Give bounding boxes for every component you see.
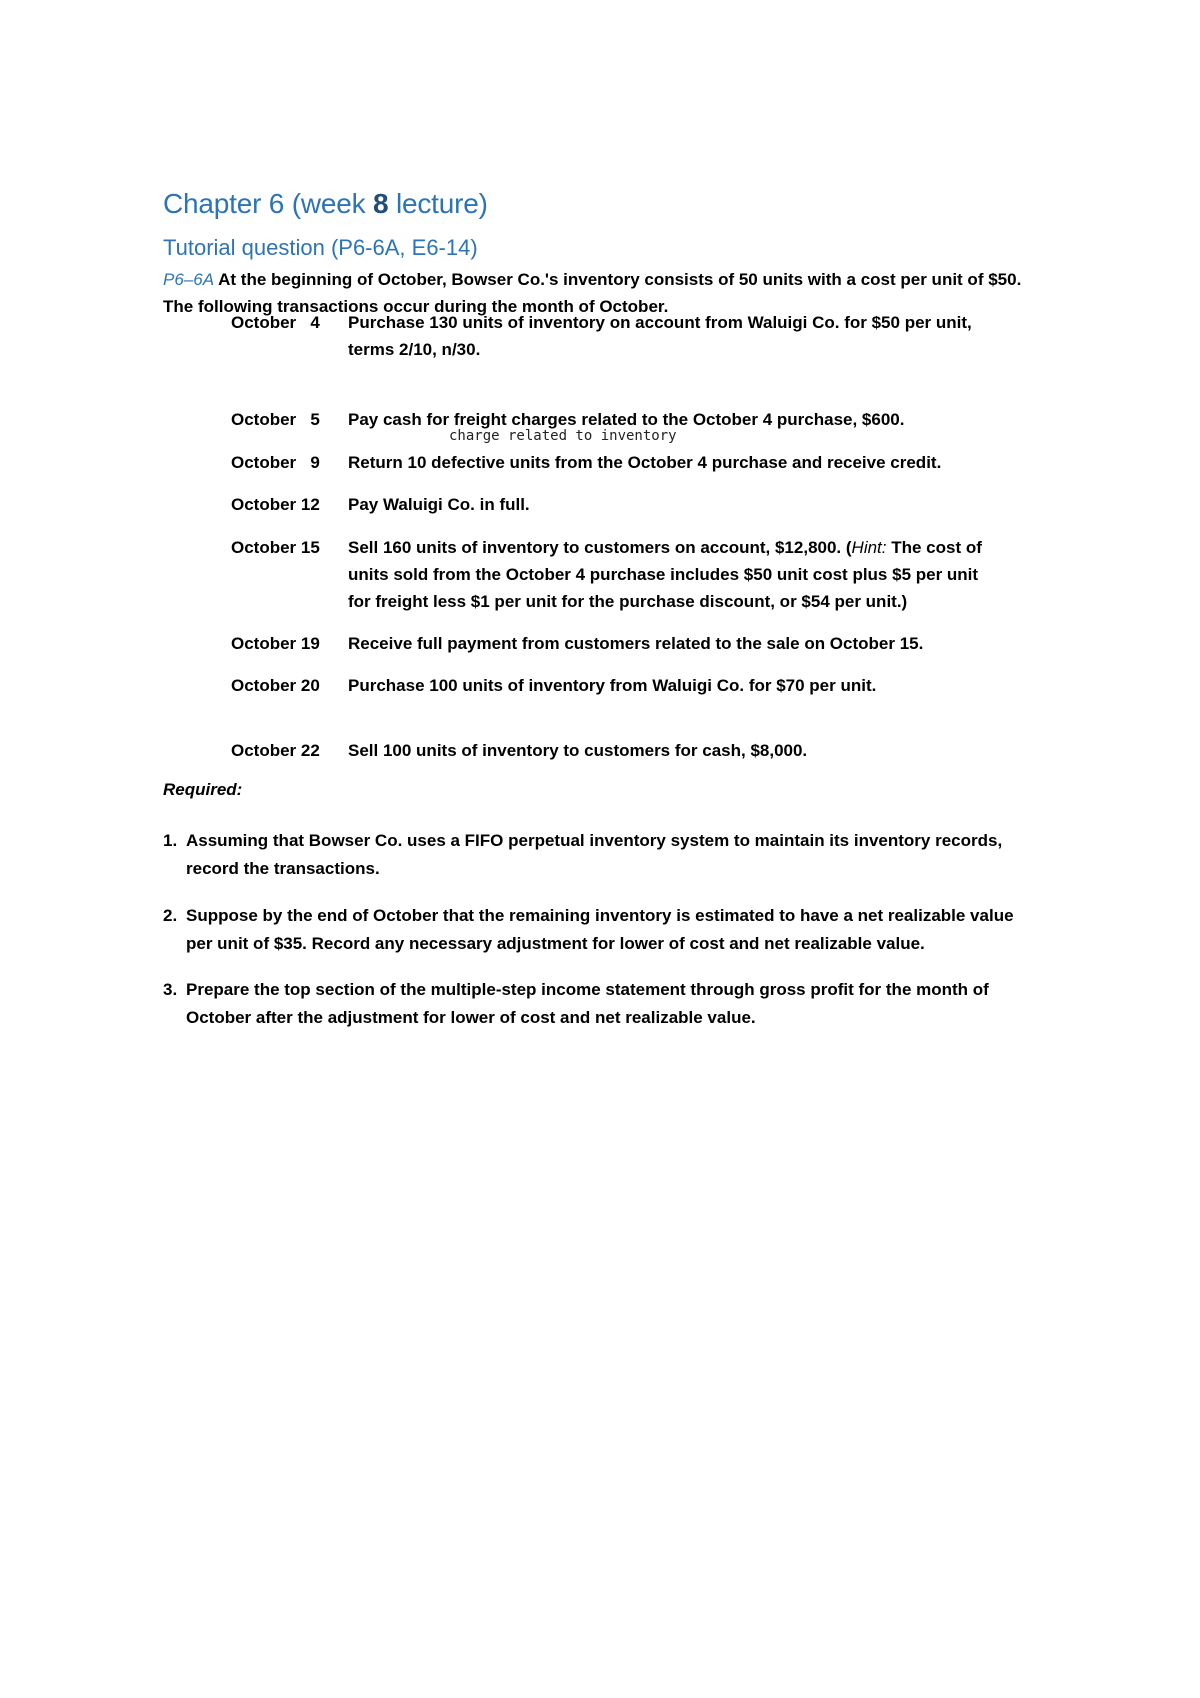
description-part: The cost of units sold from the October 4 purchase includes $50 unit cost plus $5 per unit for freight less $1 per unit for the purchase discount, or $54 per unit.) bbox=[348, 538, 982, 611]
title-suffix: lecture) bbox=[388, 188, 488, 219]
title-prefix: Chapter 6 (week bbox=[163, 188, 374, 219]
transaction-description: Pay Waluigi Co. in full. bbox=[348, 495, 530, 514]
transaction-description: Purchase 100 units of inventory from Waluigi Co. for $70 per unit. bbox=[348, 676, 877, 695]
transaction-date: October 12 bbox=[231, 495, 320, 514]
hint-label: Hint: bbox=[851, 538, 887, 557]
item-number: 1. bbox=[163, 831, 178, 850]
transaction-description: Return 10 defective units from the October 4 purchase and receive credit. bbox=[348, 453, 942, 472]
transaction-date: October 5 bbox=[231, 410, 320, 429]
required-heading: Required: bbox=[163, 780, 243, 799]
item-text: Prepare the top section of the multiple-step income statement through gross profit for the month of October after the adjustment for lower of cost and net realizable value. bbox=[186, 980, 989, 1027]
transaction-date: October 19 bbox=[231, 634, 320, 653]
intro-text: At the beginning of October, Bowser Co.'s inventory consists of 50 units with a cost per unit of $50. The following transactions occur during the month of October. bbox=[163, 270, 1022, 316]
tutorial-subtitle: Tutorial question (P6-6A, E6-14) bbox=[163, 235, 478, 260]
item-text: Suppose by the end of October that the remaining inventory is estimated to have a net realizable value per unit of $35. Record any necessary adjustment for lower of cost and net realizable value. bbox=[186, 906, 1014, 953]
item-number: 3. bbox=[163, 980, 178, 999]
handwritten-annotation: charge related to inventory bbox=[449, 428, 677, 444]
transaction-date: October 15 bbox=[231, 538, 320, 557]
transaction-description bbox=[348, 534, 988, 615]
transaction-date: October 20 bbox=[231, 676, 320, 695]
transaction-description: Receive full payment from customers related to the sale on October 15. bbox=[348, 634, 924, 653]
problem-reference: P6–6A bbox=[163, 270, 215, 289]
item-number: 2. bbox=[163, 906, 178, 925]
item-text: Assuming that Bowser Co. uses a FIFO perpetual inventory system to maintain its inventory records, record the transactions. bbox=[186, 831, 1003, 878]
transaction-date: October 9 bbox=[231, 453, 320, 472]
chapter-title bbox=[163, 188, 488, 220]
transaction-date: October 4 bbox=[231, 313, 320, 332]
description-part: Sell 160 units of inventory to customers on account, $12,800. ( bbox=[348, 538, 852, 557]
transaction-description: Sell 100 units of inventory to customers for cash, $8,000. bbox=[348, 741, 808, 760]
transaction-description: Purchase 130 units of inventory on account from Waluigi Co. for $50 per unit, terms 2/10, n/30. bbox=[348, 313, 972, 359]
transaction-description: Pay cash for freight charges related to the October 4 purchase, $600. bbox=[348, 410, 905, 429]
transaction-date: October 22 bbox=[231, 741, 320, 760]
title-week-number: 8 bbox=[373, 188, 389, 219]
